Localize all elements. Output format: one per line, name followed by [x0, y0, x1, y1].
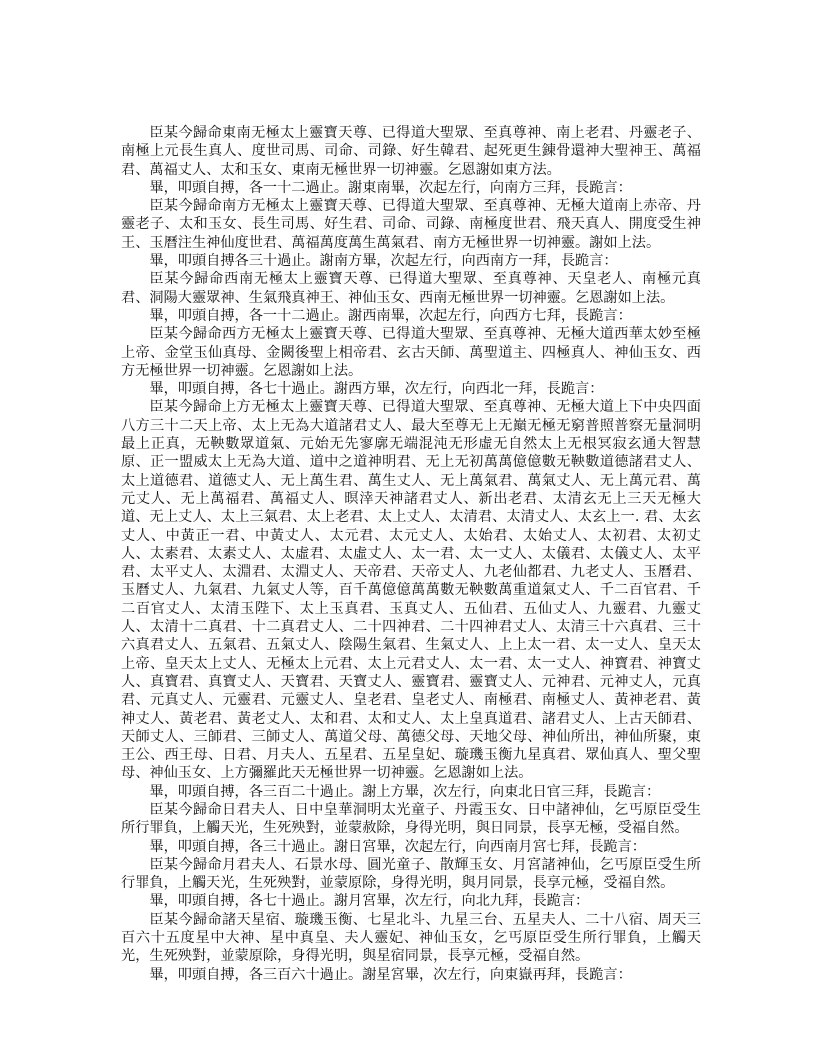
paragraph: 畢，叩頭自搏，各七十過止。謝月宮畢，次左行，向北九拜，長跪言： — [149, 893, 590, 910]
paragraph: 臣某今歸命諸天星宿、璇璣玉衡、七星北斗、九星三台、五星夫人、二十八宿、周天三百六十五度星中大神、星中真皇、夫人靈妃、神仙玉女，乞丐原臣受生所行罪負，上觸天光，生死殃對，並蒙原除，身得光明，與星宿同景，長享元極，受福自然。 — [121, 911, 701, 965]
paragraph: 臣某今歸命南方无極太上靈寶天尊、已得道大聖眾、至真尊神、无極大道南上赤帝、丹靈老子、太和玉女、長生司馬、好生君、司命、司錄、南極度世君、飛天真人、開度受生神王、玉曆注生神仙度世君、萬福萬度萬生萬氣君、南方无極世界一切神靈。謝如上法。 — [121, 198, 701, 251]
paragraph: 畢，叩頭自搏，各三百二十過止。謝上方畢，次左行，向東北日官三拜，長跪言： — [149, 783, 661, 800]
paragraph: 臣某今歸命東南无極太上靈寶天尊、已得道大聖眾、至真尊神、南上老君、丹靈老子、南極上元長生真人、度世司馬、司命、司錄、好生韓君、起死更生錬骨還神大聖神王、萬福君、萬福丈人、太和玉女、東南无極世界一切神靈。乞恩謝如東方法。 — [121, 125, 701, 178]
paragraph: 臣某今歸命上方无極太上靈寶天尊、已得道大聖眾、至真尊神、无極大道上下中央四面八方三十二天上帝、太上无為大道諸君丈人、最大至尊无上无巔无極无窮普照普察无量洞明最上正真，无鞅數眾道氣、元始无先寥廓无端混沌无形虛无自然太上无根冥寂玄通大智慧原、正一盟威太上无為大道、道中之道神明君、无上无初萬萬億億數无鞅數道德諸君丈人、太上道德君、道德丈人、无上萬生君、萬生丈人、无上萬氣君、萬氣丈人、无上萬元君、萬元丈人、无上萬福君、萬福丈人、暝涬天神諸君丈人、新出老君、太清玄无上三天无極大道、无上丈人、太上三氣君、太上老君、太上丈人、太清君、太清丈人、太玄上一. 君、太玄丈人、中黃正一君、中黃丈人、太元君、太元丈人、太始君、太始丈人、太初君、太初丈人、太素君、太素丈人、太虛君、太虛丈人、太一君、太一丈人、太儀君、太儀丈人、太平君、太平丈人、太淵君、太淵丈人、天帝君、天帝丈人、九老仙都君、九老丈人、玉曆君、玉曆丈人、九氣君、九氣丈人等，百千萬億億萬萬數无鞅數萬重道氣丈人、千二百官君、千二百官丈人、太清玉陛下、太上玉真君、玉真丈人、五仙君、五仙丈人、九靈君、九靈丈人、太清十二真君、十二真君丈人、二十四神君、二十四神君丈人、太清三十六真君、三十六真君丈人、五氣君、五氣丈人、陰陽生氣君、生氣丈人、上上太一君、太一丈人、皇天太上帝、皇天太上丈人、无極太上元君、太上元君丈人、太一君、太一丈人、神寶君、神寶丈人、真寶君、真寶丈人、天寶君、天寶丈人、靈寶君、靈寶丈人、元神君、元神丈人，元真君、元真丈人、元靈君、元靈丈人、皇老君、皇老丈人、南極君、南極丈人、黃神老君、黃神丈人、黃老君、黃老丈人、太和君、太和丈人、太上皇真道君、諸君丈人、上古天師君、天師丈人、三師君、三師丈人、萬道父母、萬德父母、天地父母、神仙所出，神仙所聚，東王公、西王母、日君、月夫人、五星君、五星皇妃、璇璣玉衡九星真君、眾仙真人、聖父聖母、神仙玉女、上方彌羅此天无極世界一切神靈。乞恩謝如上法。 — [121, 399, 701, 782]
paragraph: 臣某今歸命日君夫人、日中皇華洞明太光童子、丹霞玉女、日中諸神仙，乞丐原臣受生所行罪負，上觸天光，生死殃對，並蒙赦除，身得光明，與日同景，長享无極，受福自然。 — [121, 801, 701, 837]
paragraph: 畢，叩頭自搏，各一十二過止。謝西南畢，次起左行，向西方七拜，長跪言： — [149, 307, 632, 324]
paragraph: 臣某今歸命月君夫人、石景水母、圓光童子、散輝玉女、月宮諸神仙，乞丐原臣受生所行罪負，上觸天光，生死殃對，並蒙原除，身得光明，與月同景，長享元極，受福自然。 — [121, 856, 701, 892]
paragraph: 臣某今歸命西方无極太上靈寶天尊、已得道大聖眾、至真尊神、无極大道西華太妙至極上帝、金堂玉仙真母、金闕後聖上相帝君、玄古天師、萬聖道主、四極真人、神仙玉女、西方无極世界一切神靈。乞恩謝如上法。 — [121, 326, 701, 379]
paragraph: 畢，叩頭自搏各三十過止。謝南方畢，次起左行，向西南方一拜，長跪言： — [149, 253, 618, 270]
paragraph: 畢，叩頭自搏，各三百六十過止。謝星宮畢，次左行，向東嶽再拜，長跪言： — [149, 966, 632, 983]
paragraph: 臣某今歸命西南无極太上靈寶天尊、已得道大聖眾、至真尊神、天皇老人、南極元真君、洞陽大靈眾神、生氣飛真神王、神仙玉女、西南无極世界一切神靈。乞恩謝如上法。 — [121, 271, 701, 306]
paragraph: 畢，叩頭自搏，各三十過止。謝日宮畢，次起左行，向西南月宮七拜，長跪言： — [149, 838, 646, 855]
paragraph: 畢，叩頭自搏，各一十二過止。謝東南畢，次起左行，向南方三拜，長跪言： — [149, 179, 632, 196]
document-page — [121, 124, 701, 984]
paragraph: 畢，叩頭自搏，各七十過止。謝西方畢，次左行，向西北一拜，長跪言： — [149, 381, 604, 398]
